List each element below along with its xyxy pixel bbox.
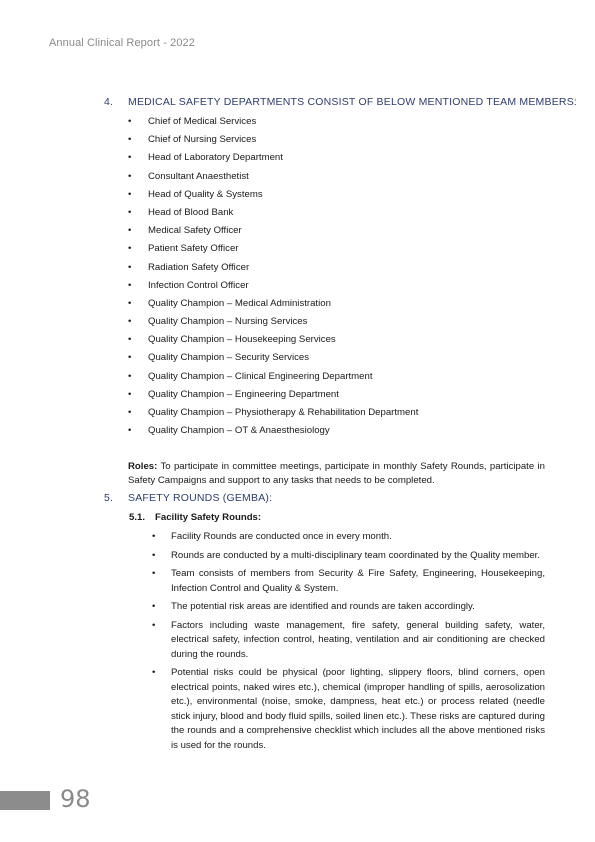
section-5-heading bbox=[104, 492, 544, 506]
bullet-icon: • bbox=[152, 549, 156, 561]
list-item-text: Quality Champion – Physiotherapy & Rehabilitation Department bbox=[148, 407, 419, 418]
list-item-text: Quality Champion – Engineering Department bbox=[148, 388, 339, 400]
list-item-text: Head of Laboratory Department bbox=[148, 152, 283, 164]
list-item-text: Quality Champion – Housekeeping Services bbox=[148, 334, 336, 346]
bullet-icon: • bbox=[128, 425, 132, 437]
bullet-icon: • bbox=[128, 225, 132, 237]
running-header: Annual Clinical Report - 2022 bbox=[49, 37, 195, 49]
bullet-icon: • bbox=[128, 261, 132, 273]
list-item bbox=[152, 619, 545, 663]
list-item bbox=[128, 406, 418, 424]
bullet-icon: • bbox=[128, 116, 132, 127]
roles-label: Roles: bbox=[128, 460, 158, 472]
list-item bbox=[128, 424, 418, 442]
list-item bbox=[128, 351, 418, 369]
list-item-text: Quality Champion – Security Services bbox=[148, 352, 310, 364]
list-item-text: Infection Control Officer bbox=[148, 279, 249, 291]
bullet-icon: • bbox=[152, 601, 156, 612]
list-item bbox=[128, 151, 418, 169]
list-item-text: The potential risk areas are identified and rounds are taken accordingly. bbox=[171, 601, 475, 612]
list-item bbox=[128, 370, 418, 388]
section-4-heading bbox=[104, 96, 578, 110]
bullet-icon: • bbox=[128, 370, 132, 382]
section-4-title: MEDICAL SAFETY DEPARTMENTS CONSIST OF BELOW MENTIONED TEAM MEMBERS: bbox=[128, 96, 578, 108]
bullet-icon: • bbox=[128, 206, 132, 218]
page-number-bar bbox=[0, 791, 50, 810]
list-item-text: Head of Blood Bank bbox=[148, 206, 234, 218]
list-item bbox=[128, 133, 418, 151]
section-5-number: 5. bbox=[104, 492, 114, 504]
list-item-text: Chief of Nursing Services bbox=[148, 134, 257, 146]
list-item bbox=[128, 242, 418, 260]
bullet-icon: • bbox=[128, 407, 132, 418]
bullet-icon: • bbox=[128, 152, 132, 164]
list-item bbox=[152, 666, 545, 753]
list-item-text: Facility Rounds are conducted once in every month. bbox=[171, 531, 392, 542]
list-item bbox=[128, 333, 418, 351]
list-item-text: Quality Champion – Medical Administration bbox=[148, 297, 331, 309]
list-item-text: Potential risks could be physical (poor lighting, slippery floors, blind corners, open electrical points, naked wires etc.), chemical (improper handling of spills, aerosolization etc.), environmental (noise, smoke, dampness, heat etc.) or process related (needle stick injury, blood and body fluid spills, soiled linen etc.). These risks are captured during the rounds and a comprehensive checklist which includes all the above mentioned risks is used for the rounds. bbox=[171, 667, 545, 751]
bullet-icon: • bbox=[128, 334, 132, 346]
list-item bbox=[128, 170, 418, 188]
list-item bbox=[152, 567, 545, 596]
list-item-text: Consultant Anaesthetist bbox=[148, 170, 249, 182]
bullet-icon: • bbox=[128, 279, 132, 291]
bullet-icon: • bbox=[152, 667, 156, 678]
subsection-5-1-heading bbox=[129, 512, 261, 523]
list-item bbox=[128, 297, 418, 315]
list-item bbox=[128, 224, 418, 242]
list-item bbox=[152, 600, 545, 615]
roles-text: To participate in committee meetings, participate in monthly Safety Rounds, participate in Safety Campaigns and support to any tasks that needs to be completed. bbox=[128, 460, 545, 486]
subsection-number: 5.1. bbox=[129, 512, 146, 523]
list-item bbox=[128, 388, 418, 406]
facility-rounds-list bbox=[152, 530, 545, 757]
list-item bbox=[128, 188, 418, 206]
section-4-number: 4. bbox=[104, 96, 114, 108]
list-item-text: Head of Quality & Systems bbox=[148, 188, 263, 200]
bullet-icon: • bbox=[152, 568, 156, 579]
list-item-text: Chief of Medical Services bbox=[148, 116, 257, 127]
section-5-title: SAFETY ROUNDS (GEMBA): bbox=[128, 492, 273, 504]
bullet-icon: • bbox=[128, 297, 132, 309]
list-item-text: Patient Safety Officer bbox=[148, 243, 239, 255]
list-item-text: Quality Champion – Nursing Services bbox=[148, 316, 308, 328]
bullet-icon: • bbox=[152, 619, 156, 631]
page-number: 98 bbox=[60, 785, 91, 813]
bullet-icon: • bbox=[128, 243, 132, 255]
list-item bbox=[128, 279, 418, 297]
subsection-title: Facility Safety Rounds: bbox=[155, 512, 262, 523]
list-item bbox=[128, 315, 418, 333]
bullet-icon: • bbox=[128, 170, 132, 182]
list-item-text: Medical Safety Officer bbox=[148, 225, 242, 237]
bullet-icon: • bbox=[128, 388, 132, 400]
list-item bbox=[152, 530, 545, 545]
bullet-icon: • bbox=[152, 531, 156, 542]
bullet-icon: • bbox=[128, 188, 132, 200]
bullet-icon: • bbox=[128, 134, 132, 146]
list-item bbox=[152, 549, 545, 564]
list-item-text: Quality Champion – OT & Anaesthesiology bbox=[148, 425, 330, 437]
list-item-text: Team consists of members from Security & Fire Safety, Engineering, Housekeeping, Infection Control and Quality & System. bbox=[171, 568, 545, 594]
bullet-icon: • bbox=[128, 316, 132, 328]
team-members-list bbox=[128, 115, 418, 442]
list-item-text: Rounds are conducted by a multi-disciplinary team coordinated by the Quality member. bbox=[171, 549, 541, 561]
list-item-text: Factors including waste management, fire safety, general building safety, water, electrical safety, infection control, heating, ventilation and air conditioning are checked during the rounds. bbox=[171, 619, 545, 660]
list-item bbox=[128, 115, 418, 133]
list-item bbox=[128, 206, 418, 224]
list-item bbox=[128, 261, 418, 279]
roles-paragraph bbox=[128, 460, 545, 488]
bullet-icon: • bbox=[128, 352, 132, 364]
list-item-text: Radiation Safety Officer bbox=[148, 261, 250, 273]
list-item-text: Quality Champion – Clinical Engineering Department bbox=[148, 370, 373, 382]
